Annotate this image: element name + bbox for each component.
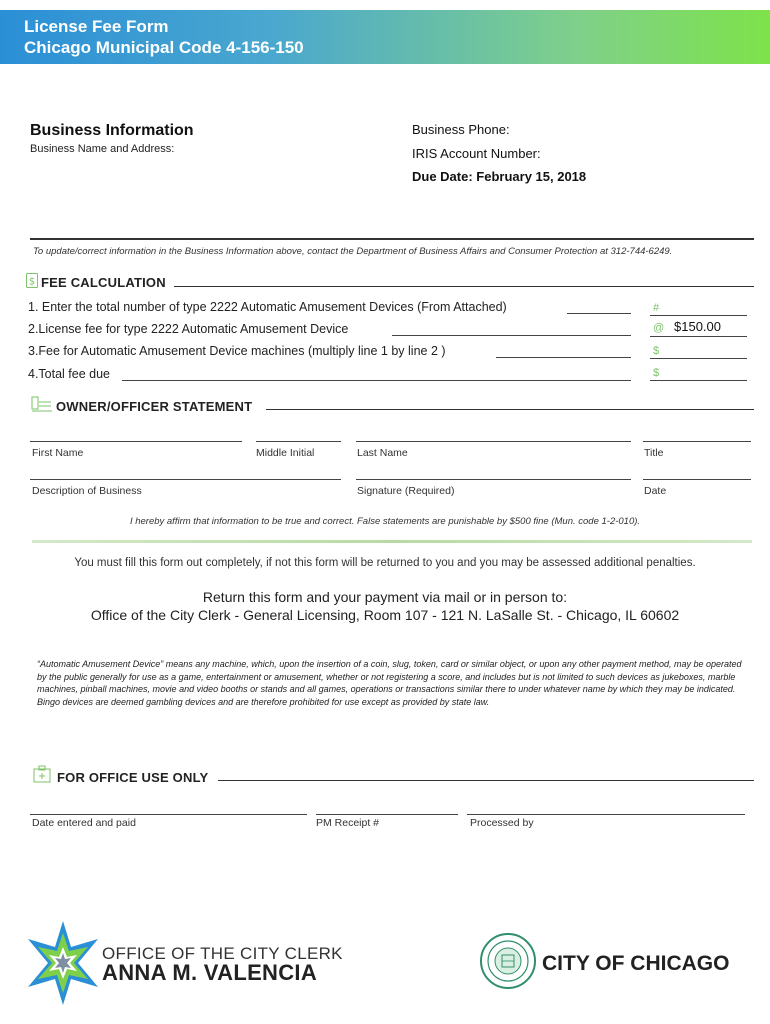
owner-heading-rule (266, 409, 754, 410)
fee-line-1-input[interactable] (650, 315, 747, 316)
iris-account-label: IRIS Account Number: (412, 146, 541, 161)
date-entered-label: Date entered and paid (32, 817, 136, 829)
completion-notice: You must fill this form out completely, if not this form will be returned to you and you may be assessed additional penalties. (74, 557, 696, 569)
date-entered-field[interactable] (30, 814, 307, 815)
dollar-doc-icon (26, 273, 38, 288)
last-name-field[interactable] (356, 441, 631, 442)
city-of-chicago-wordmark: CITY OF CHICAGO (542, 952, 730, 975)
middle-initial-field[interactable] (256, 441, 341, 442)
description-label: Description of Business (32, 485, 142, 497)
header-banner (0, 10, 770, 64)
fee-line-1-symbol: # (653, 302, 660, 314)
fee-line-3-label: 3.Fee for Automatic Amusement Device machines (multiply line 1 by line 2 ) (28, 344, 446, 358)
fee-line-3-input[interactable] (650, 358, 747, 359)
business-name-address-label: Business Name and Address: (30, 143, 175, 155)
return-line-2: Office of the City Clerk - General Licensing, Room 107 - 121 N. LaSalle St. - Chicago, IL 60602 (90, 607, 680, 623)
return-line-1: Return this form and your payment via mail or in person to: (202, 589, 568, 605)
business-phone-label: Business Phone: (412, 122, 510, 137)
fee-line-2-amount: $150.00 (674, 319, 721, 334)
fee-line-4-input[interactable] (650, 380, 747, 381)
signature-icon (31, 396, 53, 412)
svg-text:$: $ (28, 276, 36, 288)
clerk-office-name: OFFICE OF THE CITY CLERK (102, 944, 343, 963)
city-seal-icon (480, 933, 536, 989)
business-divider (30, 238, 754, 240)
affirm-statement: I hereby affirm that information to be true and correct. False statements are punishable by $500 fine (Mun. code 1-2-010). (129, 516, 641, 527)
title-label: Title (644, 447, 664, 459)
description-field[interactable] (30, 479, 341, 480)
office-use-heading: FOR OFFICE USE ONLY (57, 770, 209, 785)
office-icon (33, 765, 51, 783)
fee-line-1-label: 1. Enter the total number of type 2222 Automatic Amusement Devices (From Attached) (28, 300, 507, 314)
owner-statement-heading: OWNER/OFFICER STATEMENT (56, 399, 253, 414)
processed-by-label: Processed by (470, 817, 534, 829)
date-label: Date (644, 485, 667, 497)
date-field[interactable] (643, 479, 751, 480)
fee-line-4-label: 4.Total fee due (28, 367, 111, 381)
fee-line-3-symbol: $ (653, 345, 660, 357)
fee-calculation-heading: FEE CALCULATION (41, 275, 166, 290)
section-divider (32, 540, 752, 543)
fee-line-2-leader (392, 335, 631, 336)
first-name-label: First Name (32, 447, 84, 459)
pm-receipt-label: PM Receipt # (316, 817, 380, 829)
title-field[interactable] (643, 441, 751, 442)
middle-initial-label: Middle Initial (256, 447, 315, 459)
business-info-heading: Business Information (30, 122, 194, 139)
fee-line-2-label: 2.License fee for type 2222 Automatic Amusement Device (28, 322, 349, 336)
form-title: License Fee Form (24, 17, 169, 36)
city-clerk-star-logo (28, 921, 98, 1005)
signature-field[interactable] (356, 479, 631, 480)
fee-line-4-symbol: $ (653, 367, 660, 379)
fee-heading-rule (174, 286, 754, 287)
office-heading-rule (218, 780, 754, 781)
processed-by-field[interactable] (467, 814, 745, 815)
signature-label: Signature (Required) (357, 485, 455, 497)
last-name-label: Last Name (357, 447, 408, 459)
fee-line-2-input[interactable] (650, 336, 747, 337)
first-name-field[interactable] (30, 441, 242, 442)
fee-line-2-symbol: @ (653, 322, 665, 334)
update-note: To update/correct information in the Business Information above, contact the Department of Business Affairs and Consumer Protection at 312-744-6249. (33, 246, 673, 257)
fee-line-3-leader (496, 357, 631, 358)
pm-receipt-field[interactable] (316, 814, 458, 815)
form-subtitle: Chicago Municipal Code 4-156-150 (24, 38, 304, 57)
fee-line-1-leader (567, 313, 631, 314)
fee-line-4-leader (122, 380, 631, 381)
due-date: Due Date: February 15, 2018 (412, 169, 587, 184)
device-definition: “Automatic Amusement Device” means any machine, which, upon the insertion of a coin, slug, token, card or similar object, or upon any other payment method, may be operated by the public generally for use as a game, entertainment or amusement, whether or not registering a score, and includes but is not limited to such devices as jukeboxes, marble machines, pinball machines, movie and video booths or stands and all games, operations or transactions similar there to under whatever name by which they may be indicated. Bingo devices are deemed gambling devices and are therefore prohibited for use except as provided by state law. (37, 659, 742, 707)
clerk-name: ANNA M. VALENCIA (102, 960, 318, 985)
